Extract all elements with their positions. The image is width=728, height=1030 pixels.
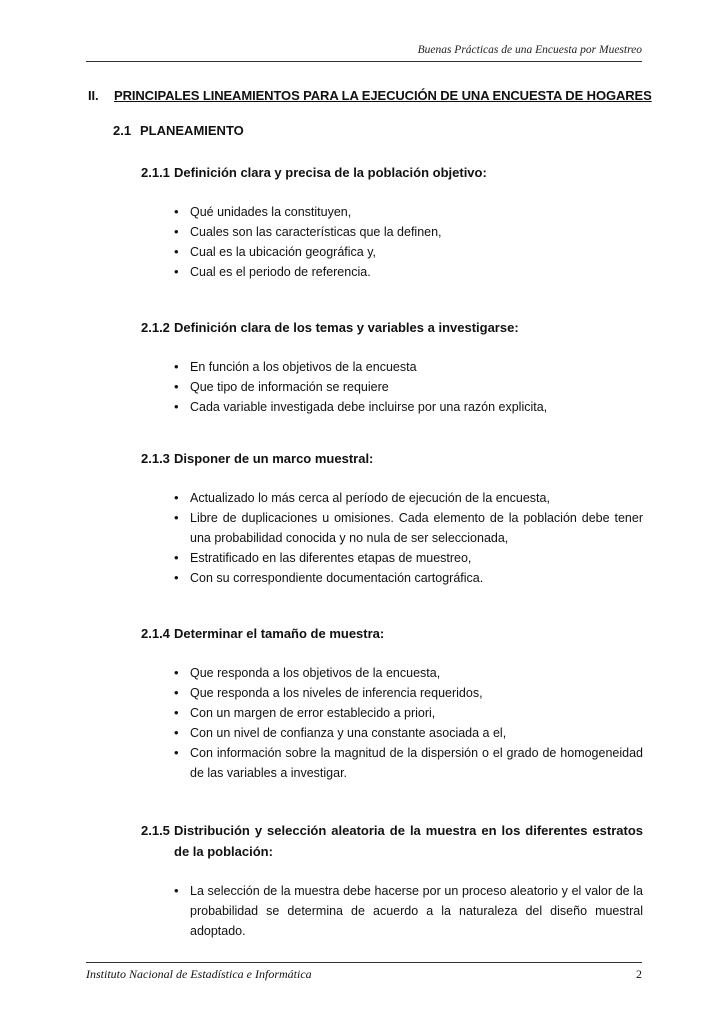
running-header: Buenas Prácticas de una Encuesta por Muestreo <box>417 44 642 56</box>
list-item: • Cada variable investigada debe incluirse por una razón explicita, <box>141 397 643 417</box>
item-title: Definición clara de los temas y variables a investigarse: <box>174 320 519 335</box>
list-item: • Con su correspondiente documentación cartográfica. <box>141 568 643 588</box>
item-2-1-3 <box>141 448 643 588</box>
bullet-list <box>141 488 643 588</box>
item-title: Definición clara y precisa de la población objetivo: <box>174 165 487 180</box>
page-number: 2 <box>636 967 642 981</box>
item-title: Determinar el tamaño de muestra: <box>174 626 385 641</box>
section-number: II. <box>88 88 99 103</box>
header-rule <box>86 61 642 62</box>
item-2-1-1 <box>141 162 643 282</box>
footer-institution: Instituto Nacional de Estadística e Informática <box>86 967 312 981</box>
section-heading <box>88 88 652 103</box>
item-number: 2.1.2 <box>141 320 170 335</box>
list-item: • Libre de duplicaciones u omisiones. Cada elemento de la población debe tener una probabilidad conocida y no nula de ser seleccionada, <box>141 508 643 548</box>
item-heading <box>141 820 643 862</box>
list-item: • Que tipo de información se requiere <box>141 377 643 397</box>
item-2-1-5 <box>141 820 643 941</box>
list-item: • Estratificado en las diferentes etapas de muestreo, <box>141 548 643 568</box>
list-item: • Con un nivel de confianza y una constante asociada a el, <box>141 723 643 743</box>
item-2-1-4 <box>141 623 643 783</box>
section-title: PRINCIPALES LINEAMIENTOS PARA LA EJECUCIÓN DE UNA ENCUESTA DE HOGARES <box>114 88 652 103</box>
item-heading <box>141 317 643 338</box>
bullet-list <box>141 202 643 282</box>
list-item: • Qué unidades la constituyen, <box>141 202 643 222</box>
bullet-list <box>141 357 643 417</box>
bullet-list <box>141 881 643 941</box>
subsection-title: PLANEAMIENTO <box>140 123 244 138</box>
list-item: • Cual es la ubicación geográfica y, <box>141 242 643 262</box>
item-heading <box>141 162 643 183</box>
list-item: • Con un margen de error establecido a priori, <box>141 703 643 723</box>
list-item: • Cuales son las características que la definen, <box>141 222 643 242</box>
item-heading <box>141 623 643 644</box>
list-item: • Que responda a los objetivos de la encuesta, <box>141 663 643 683</box>
list-item: • Con información sobre la magnitud de la dispersión o el grado de homogeneidad de las variables a investigar. <box>141 743 643 783</box>
item-number: 2.1.5 <box>141 823 170 838</box>
item-number: 2.1.1 <box>141 165 170 180</box>
item-title: Disponer de un marco muestral: <box>174 451 374 466</box>
subsection-heading <box>113 123 244 138</box>
footer-rule <box>86 962 642 963</box>
subsection-number: 2.1 <box>113 123 132 138</box>
list-item: • Cual es el periodo de referencia. <box>141 262 643 282</box>
bullet-list <box>141 663 643 783</box>
item-heading <box>141 448 643 469</box>
item-2-1-2 <box>141 317 643 417</box>
item-number: 2.1.4 <box>141 626 170 641</box>
list-item: • En función a los objetivos de la encuesta <box>141 357 643 377</box>
list-item: • Actualizado lo más cerca al período de ejecución de la encuesta, <box>141 488 643 508</box>
item-number: 2.1.3 <box>141 451 170 466</box>
list-item: • La selección de la muestra debe hacerse por un proceso aleatorio y el valor de la probabilidad se determina de acuerdo a la naturaleza del diseño muestral adoptado. <box>141 881 643 941</box>
list-item: • Que responda a los niveles de inferencia requeridos, <box>141 683 643 703</box>
item-title: Distribución y selección aleatoria de la muestra en los diferentes estratos de la población: <box>174 823 643 859</box>
